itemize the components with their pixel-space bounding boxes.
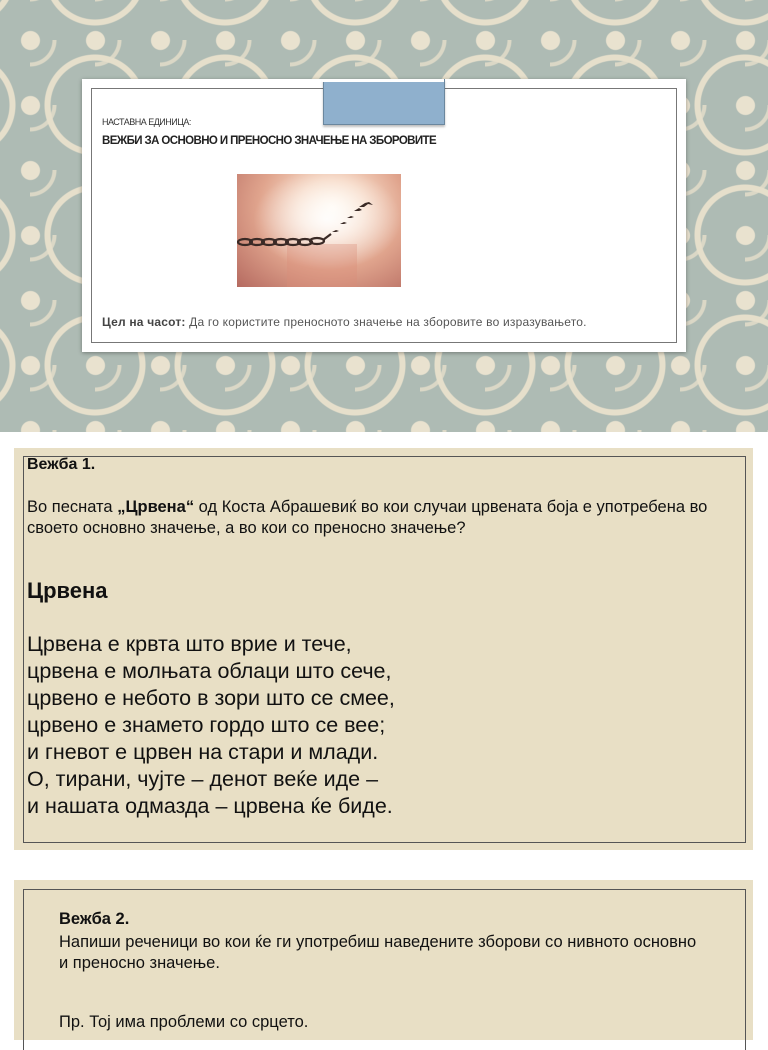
song-title: „Црвена“ [117, 498, 195, 516]
poem-line: црвено е небото в зори што се смее, [27, 686, 395, 710]
exercise-1-question [27, 497, 727, 539]
exercise-2-slide [14, 880, 753, 1040]
poem-line: и гневот е црвен на стари и млади. [27, 740, 379, 764]
goal-text: Да го користите преносното значење на зборовите во изразувањето. [185, 315, 587, 329]
title-card [82, 79, 686, 352]
lesson-label: НАСТАВНА ЕДИНИЦА: [102, 117, 191, 127]
exercise-1-title: Вежба 1. [27, 456, 96, 473]
poem-line: и нашата одмазда – црвена ќе биде. [27, 794, 393, 818]
question-before: Во песната [27, 498, 118, 516]
question-after: од Коста Абрашевиќ во кои случаи црвената боја е употребена во своето основно значење, а во кои со преносно значење? [27, 498, 708, 537]
exercise-2-instruction: Напиши реченици во кои ќе ги употребиш наведените зборови со нивното основно и преносно значење. [59, 933, 697, 972]
poem [27, 631, 395, 820]
exercise-2-frame [23, 889, 746, 1050]
exercise-1-frame [23, 456, 746, 843]
exercise-1-slide [14, 448, 753, 850]
poem-line: О, тирани, чујте – денот веќе иде – [27, 767, 379, 791]
chain-birds-image [237, 174, 401, 287]
exercise-2-title: Вежба 2. [59, 910, 130, 928]
exercise-2-example: Пр. Тој има проблеми со срцето. [59, 1013, 309, 1031]
chain-birds-illustration [237, 174, 401, 287]
poem-line: црвено е знамето гордо што се вее; [27, 713, 386, 737]
lesson-title: ВЕЖБИ ЗА ОСНОВНО И ПРЕНОСНО ЗНАЧЕЊЕ НА ЗБОРОВИТЕ [102, 135, 437, 147]
lesson-goal [102, 315, 587, 329]
decorative-tab [323, 79, 445, 125]
poem-line: Црвена е крвта што врие и тече, [27, 632, 352, 656]
poem-line: црвена е молњата облаци што сече, [27, 659, 392, 683]
poem-title: Црвена [27, 578, 108, 603]
title-slide [0, 0, 768, 432]
goal-label: Цел на часот: [102, 315, 186, 329]
